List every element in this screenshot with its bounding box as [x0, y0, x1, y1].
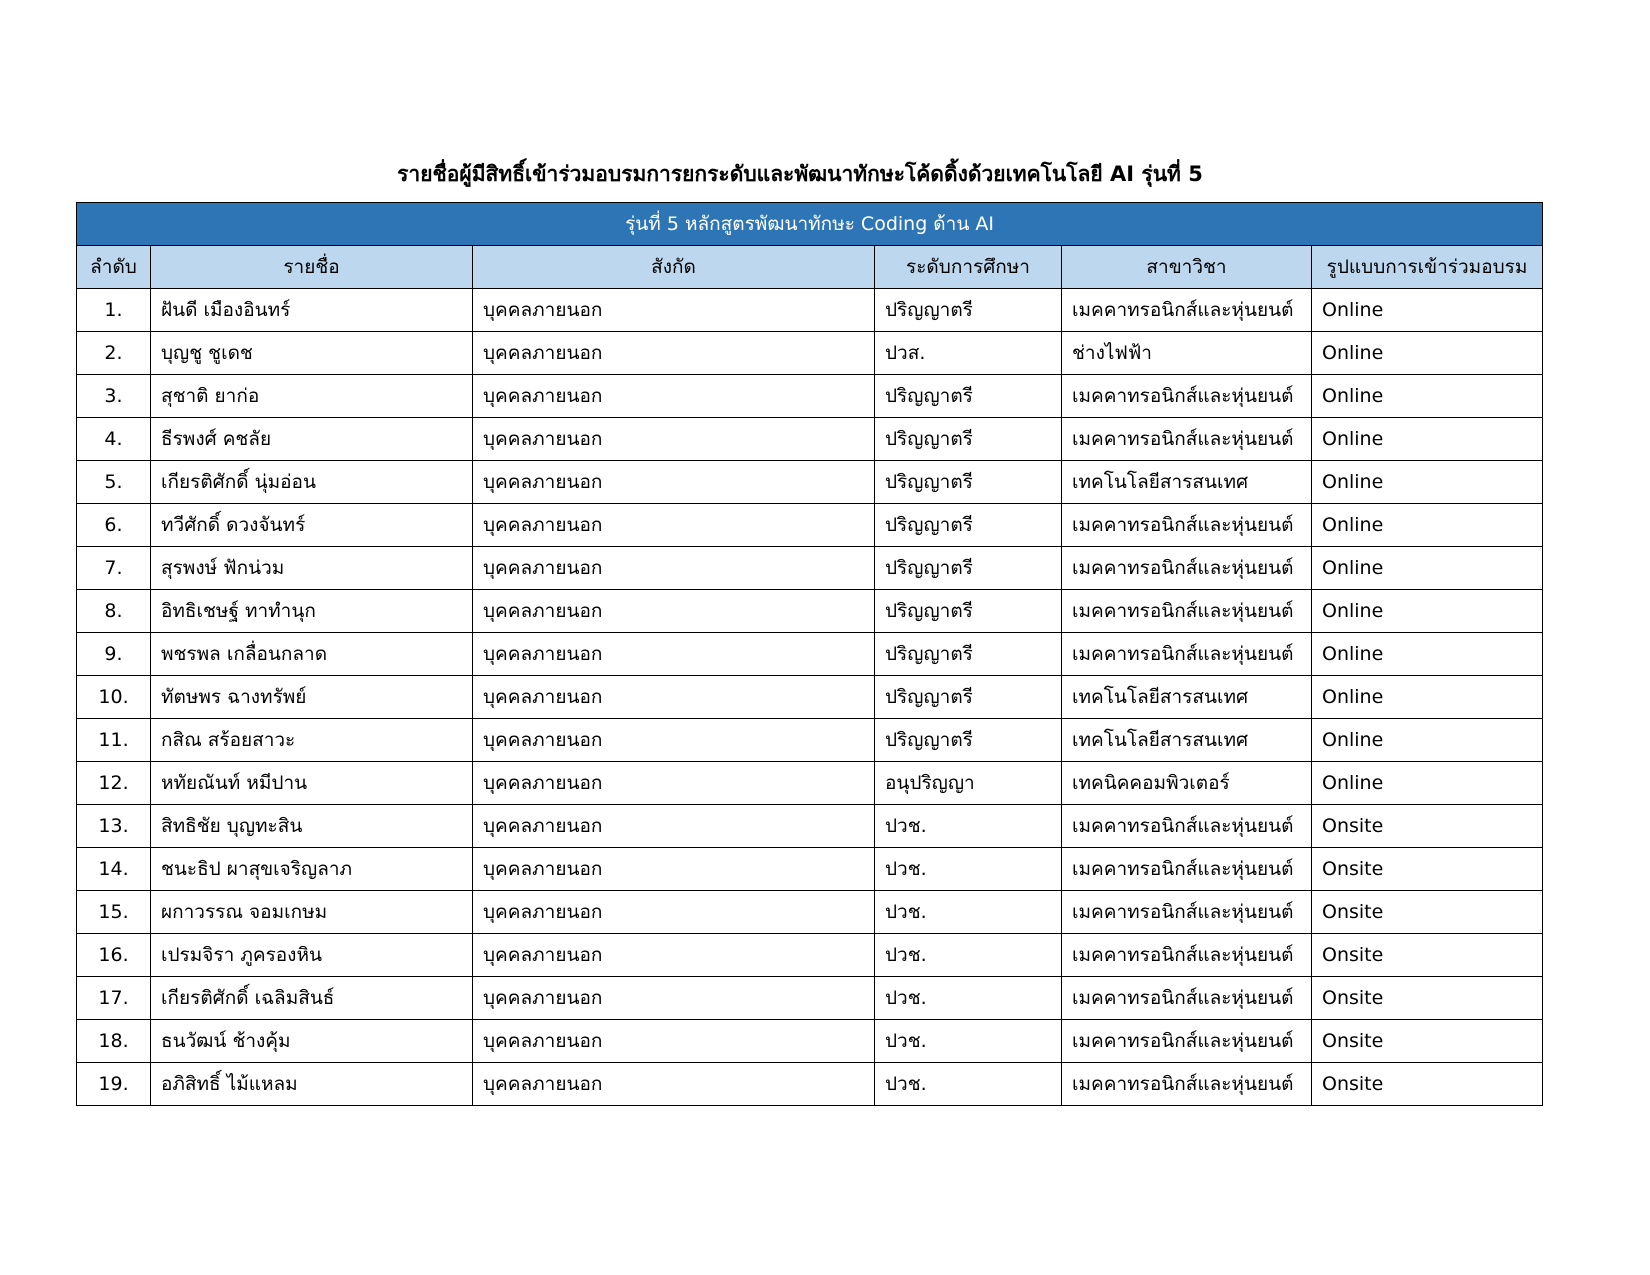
cell-major: เมคคาทรอนิกส์และหุ่นยนต์	[1062, 289, 1312, 332]
cell-affiliation: บุคคลภายนอก	[473, 934, 875, 977]
cell-name: เกียรติศักดิ์ เฉลิมสินธ์	[151, 977, 473, 1020]
cell-education-level: ปวช.	[875, 1063, 1062, 1106]
cell-education-level: ปวช.	[875, 891, 1062, 934]
cell-education-level: ปริญญาตรี	[875, 375, 1062, 418]
cell-name: หทัยณันท์ หมีปาน	[151, 762, 473, 805]
cell-major: เมคคาทรอนิกส์และหุ่นยนต์	[1062, 1020, 1312, 1063]
table-banner: รุ่นที่ 5 หลักสูตรพัฒนาทักษะ Coding ด้าน AI	[77, 203, 1543, 246]
table-row	[77, 289, 1543, 332]
cell-major: เมคคาทรอนิกส์และหุ่นยนต์	[1062, 848, 1312, 891]
cell-education-level: ปริญญาตรี	[875, 547, 1062, 590]
column-header-order: ลำดับ	[77, 246, 151, 289]
cell-major: เทคโนโลยีสารสนเทศ	[1062, 676, 1312, 719]
cell-order: 7.	[77, 547, 151, 590]
cell-major: เมคคาทรอนิกส์และหุ่นยนต์	[1062, 590, 1312, 633]
table-row	[77, 676, 1543, 719]
cell-major: เทคนิคคอมพิวเตอร์	[1062, 762, 1312, 805]
cell-affiliation: บุคคลภายนอก	[473, 504, 875, 547]
cell-education-level: ปริญญาตรี	[875, 504, 1062, 547]
cell-order: 8.	[77, 590, 151, 633]
cell-name: ผกาวรรณ จอมเกษม	[151, 891, 473, 934]
cell-order: 19.	[77, 1063, 151, 1106]
cell-attendance-mode: Onsite	[1312, 977, 1543, 1020]
cell-affiliation: บุคคลภายนอก	[473, 332, 875, 375]
cell-attendance-mode: Onsite	[1312, 1020, 1543, 1063]
cell-order: 2.	[77, 332, 151, 375]
table-row	[77, 461, 1543, 504]
cell-name: สุชาติ ยาก่อ	[151, 375, 473, 418]
cell-order: 15.	[77, 891, 151, 934]
cell-attendance-mode: Online	[1312, 547, 1543, 590]
table-row	[77, 1063, 1543, 1106]
cell-major: เมคคาทรอนิกส์และหุ่นยนต์	[1062, 547, 1312, 590]
cell-name: พชรพล เกลื่อนกลาด	[151, 633, 473, 676]
table-row	[77, 719, 1543, 762]
cell-attendance-mode: Onsite	[1312, 934, 1543, 977]
cell-order: 10.	[77, 676, 151, 719]
table-row	[77, 332, 1543, 375]
cell-affiliation: บุคคลภายนอก	[473, 418, 875, 461]
table-row	[77, 1020, 1543, 1063]
cell-attendance-mode: Onsite	[1312, 1063, 1543, 1106]
cell-education-level: อนุปริญญา	[875, 762, 1062, 805]
cell-major: เทคโนโลยีสารสนเทศ	[1062, 461, 1312, 504]
cell-order: 17.	[77, 977, 151, 1020]
cell-order: 1.	[77, 289, 151, 332]
cell-affiliation: บุคคลภายนอก	[473, 977, 875, 1020]
table-row	[77, 504, 1543, 547]
cell-order: 13.	[77, 805, 151, 848]
cell-major: เมคคาทรอนิกส์และหุ่นยนต์	[1062, 1063, 1312, 1106]
table-row	[77, 590, 1543, 633]
cell-affiliation: บุคคลภายนอก	[473, 375, 875, 418]
cell-education-level: ปริญญาตรี	[875, 719, 1062, 762]
cell-order: 16.	[77, 934, 151, 977]
cell-order: 5.	[77, 461, 151, 504]
column-header-affiliation: สังกัด	[473, 246, 875, 289]
cell-major: เมคคาทรอนิกส์และหุ่นยนต์	[1062, 891, 1312, 934]
cell-name: สิทธิชัย บุญทะสิน	[151, 805, 473, 848]
cell-affiliation: บุคคลภายนอก	[473, 676, 875, 719]
cell-name: กสิณ สร้อยสาวะ	[151, 719, 473, 762]
cell-education-level: ปวช.	[875, 805, 1062, 848]
cell-attendance-mode: Online	[1312, 762, 1543, 805]
cell-education-level: ปริญญาตรี	[875, 289, 1062, 332]
cell-major: เมคคาทรอนิกส์และหุ่นยนต์	[1062, 633, 1312, 676]
cell-education-level: ปริญญาตรี	[875, 676, 1062, 719]
cell-education-level: ปวช.	[875, 848, 1062, 891]
cell-education-level: ปวส.	[875, 332, 1062, 375]
cell-order: 14.	[77, 848, 151, 891]
cell-attendance-mode: Onsite	[1312, 805, 1543, 848]
cell-education-level: ปริญญาตรี	[875, 461, 1062, 504]
cell-name: เปรมจิรา ภูครองหิน	[151, 934, 473, 977]
cell-affiliation: บุคคลภายนอก	[473, 633, 875, 676]
cell-major: ช่างไฟฟ้า	[1062, 332, 1312, 375]
cell-attendance-mode: Online	[1312, 590, 1543, 633]
cell-major: เมคคาทรอนิกส์และหุ่นยนต์	[1062, 977, 1312, 1020]
table-row	[77, 934, 1543, 977]
cell-affiliation: บุคคลภายนอก	[473, 1063, 875, 1106]
cell-name: ธนวัฒน์ ช้างคุ้ม	[151, 1020, 473, 1063]
cell-attendance-mode: Online	[1312, 676, 1543, 719]
table-row	[77, 805, 1543, 848]
cell-order: 3.	[77, 375, 151, 418]
cell-attendance-mode: Online	[1312, 719, 1543, 762]
table-body	[77, 289, 1543, 1106]
cell-order: 18.	[77, 1020, 151, 1063]
cell-attendance-mode: Onsite	[1312, 891, 1543, 934]
cell-education-level: ปวช.	[875, 934, 1062, 977]
column-header-attendance-mode: รูปแบบการเข้าร่วมอบรม	[1312, 246, 1543, 289]
cell-attendance-mode: Online	[1312, 633, 1543, 676]
cell-name: ทวีศักดิ์ ดวงจันทร์	[151, 504, 473, 547]
cell-affiliation: บุคคลภายนอก	[473, 461, 875, 504]
cell-education-level: ปวช.	[875, 1020, 1062, 1063]
cell-attendance-mode: Online	[1312, 461, 1543, 504]
table-row	[77, 891, 1543, 934]
cell-attendance-mode: Onsite	[1312, 848, 1543, 891]
cell-major: เมคคาทรอนิกส์และหุ่นยนต์	[1062, 934, 1312, 977]
participant-table	[76, 202, 1543, 1106]
cell-name: อิทธิเชษฐ์ ทาทำนุก	[151, 590, 473, 633]
table-row	[77, 977, 1543, 1020]
cell-name: บุญชู ชูเดช	[151, 332, 473, 375]
cell-attendance-mode: Online	[1312, 332, 1543, 375]
cell-name: ธีรพงศ์ คชลัย	[151, 418, 473, 461]
cell-affiliation: บุคคลภายนอก	[473, 762, 875, 805]
cell-education-level: ปริญญาตรี	[875, 633, 1062, 676]
table-row	[77, 547, 1543, 590]
cell-education-level: ปริญญาตรี	[875, 418, 1062, 461]
cell-order: 9.	[77, 633, 151, 676]
cell-name: ชนะธิป ผาสุขเจริญลาภ	[151, 848, 473, 891]
cell-major: เมคคาทรอนิกส์และหุ่นยนต์	[1062, 504, 1312, 547]
column-header-name: รายชื่อ	[151, 246, 473, 289]
cell-major: เมคคาทรอนิกส์และหุ่นยนต์	[1062, 375, 1312, 418]
page-title: รายชื่อผู้มีสิทธิ์เข้าร่วมอบรมการยกระดับและพัฒนาทักษะโค้ดดิ้งด้วยเทคโนโลยี AI รุ่นที่ 5	[397, 162, 1203, 186]
cell-attendance-mode: Online	[1312, 418, 1543, 461]
cell-name: ทัตษพร ฉางทรัพย์	[151, 676, 473, 719]
cell-attendance-mode: Online	[1312, 289, 1543, 332]
cell-education-level: ปริญญาตรี	[875, 590, 1062, 633]
cell-order: 12.	[77, 762, 151, 805]
cell-name: อภิสิทธิ์ ไม้แหลม	[151, 1063, 473, 1106]
cell-affiliation: บุคคลภายนอก	[473, 891, 875, 934]
cell-attendance-mode: Online	[1312, 375, 1543, 418]
cell-name: ฝันดี เมืองอินทร์	[151, 289, 473, 332]
cell-attendance-mode: Online	[1312, 504, 1543, 547]
cell-order: 6.	[77, 504, 151, 547]
cell-affiliation: บุคคลภายนอก	[473, 848, 875, 891]
cell-affiliation: บุคคลภายนอก	[473, 805, 875, 848]
cell-affiliation: บุคคลภายนอก	[473, 719, 875, 762]
table-row	[77, 375, 1543, 418]
cell-order: 4.	[77, 418, 151, 461]
cell-affiliation: บุคคลภายนอก	[473, 590, 875, 633]
cell-major: เมคคาทรอนิกส์และหุ่นยนต์	[1062, 418, 1312, 461]
cell-major: เมคคาทรอนิกส์และหุ่นยนต์	[1062, 805, 1312, 848]
table-row	[77, 848, 1543, 891]
cell-order: 11.	[77, 719, 151, 762]
column-header-major: สาขาวิชา	[1062, 246, 1312, 289]
table-header-row	[77, 246, 1543, 289]
table-row	[77, 762, 1543, 805]
table-row	[77, 633, 1543, 676]
cell-education-level: ปวช.	[875, 977, 1062, 1020]
cell-name: เกียรติศักดิ์ นุ่มอ่อน	[151, 461, 473, 504]
cell-affiliation: บุคคลภายนอก	[473, 289, 875, 332]
table-row	[77, 418, 1543, 461]
cell-major: เทคโนโลยีสารสนเทศ	[1062, 719, 1312, 762]
cell-affiliation: บุคคลภายนอก	[473, 547, 875, 590]
cell-name: สุรพงษ์ ฟักน่วม	[151, 547, 473, 590]
cell-affiliation: บุคคลภายนอก	[473, 1020, 875, 1063]
column-header-education-level: ระดับการศึกษา	[875, 246, 1062, 289]
